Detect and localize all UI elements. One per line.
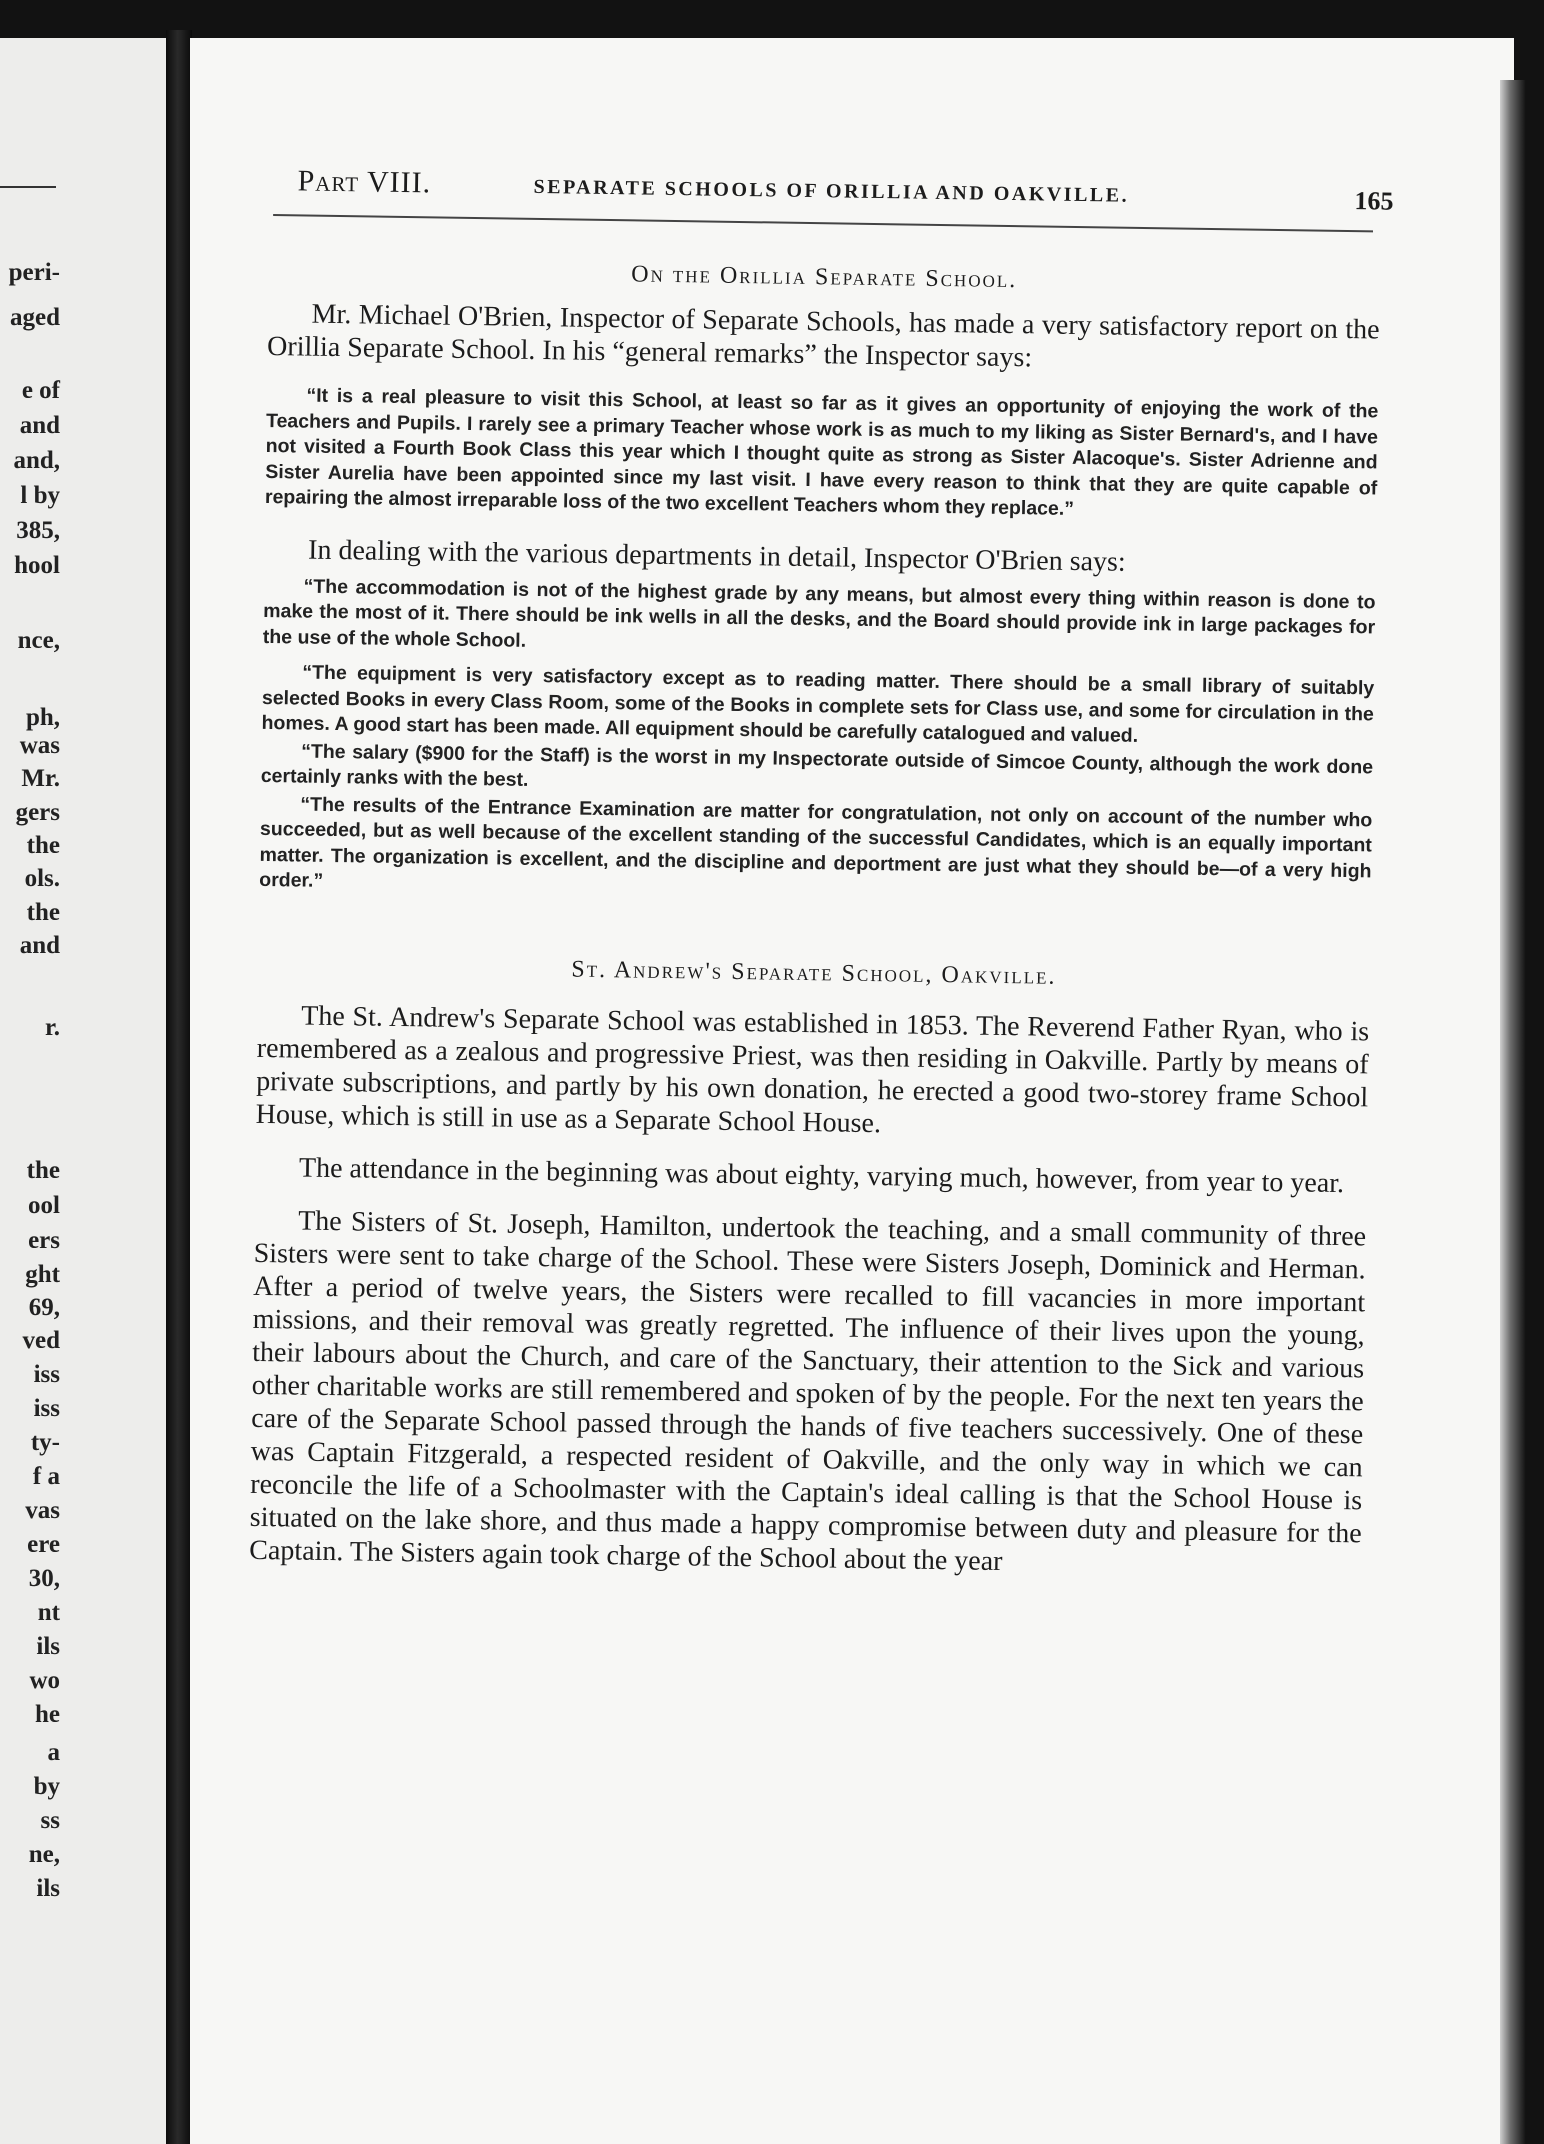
page-number: 165 bbox=[1354, 186, 1394, 216]
facing-page-fragment: r. bbox=[44, 1014, 60, 1041]
header-rule bbox=[273, 214, 1373, 232]
entrance-exam-quote: “The results of the Entrance Examination are matter for congratulation, not only on account of the number who succeeded, but as well because of the excellent standing of the successful Candidates, which is an equally important matter. The organization is excellent, and the discipline and deportment are just what they should be—of a very high order.” bbox=[259, 793, 1373, 892]
facing-page-fragment: ils bbox=[36, 1875, 60, 1902]
header-part: Part VIII. bbox=[297, 164, 432, 200]
accommodation-quote: “The accommodation is not of the highest grade by any means, but almost every thing within reason is done to make the most of it. There should be ink wells in all the desks, and the Board should provide ink in large packages for the use of the whole School. bbox=[262, 575, 1376, 652]
section-heading-orillia: On the Orillia Separate School. bbox=[631, 261, 1018, 294]
facing-page-fragment: l by bbox=[20, 482, 60, 509]
facing-page-fragment: aged bbox=[10, 304, 60, 331]
facing-page-fragment: 385, bbox=[16, 517, 60, 544]
facing-page-fragment: ght bbox=[25, 1261, 60, 1288]
facing-page-fragment: was bbox=[19, 732, 60, 759]
facing-page-fragment: ty- bbox=[30, 1429, 60, 1456]
facing-page-fragment: ph, bbox=[25, 704, 60, 731]
facing-page-fragment: he bbox=[35, 1701, 60, 1728]
facing-page-fragment: peri- bbox=[8, 259, 60, 286]
facing-page-fragment: 69, bbox=[28, 1294, 60, 1321]
facing-page-fragment: iss bbox=[33, 1361, 60, 1388]
facing-page-fragment: nt bbox=[37, 1599, 60, 1626]
facing-page-fragment: ool bbox=[28, 1192, 60, 1219]
book-gutter bbox=[166, 30, 192, 2144]
sisters-paragraph: The Sisters of St. Joseph, Hamilton, undertook the teaching, and a small community of three Sisters were sent to take charge of the School. These were Sisters Joseph, Dominick and Herman. After a period of twelve years, the Sisters were recalled to fill vacancies in more important missions, and their removal was greatly regretted. The influence of their lives upon the young, their labours about the Church, and care of the Sanctuary, their attention to the Sick and various other charitable works are still remembered and spoken of by the people. For the next ten years the care of the Separate School passed through the hands of five teachers successively. One of these was Captain Fitzgerald, a respected resident of Oakville, and the only way in which we can reconcile the life of a Schoolmaster with the Captain's ideal calling is that the School House is situated on the lake shore, and thus made a happy compromise between duty and pleasure for the Captain. The Sisters again took charge of the School about the year bbox=[249, 1205, 1367, 1577]
facing-page-fragment: ne, bbox=[28, 1841, 60, 1868]
attendance-paragraph: The attendance in the beginning was about eighty, varying much, however, from year to year. bbox=[298, 1152, 1345, 1199]
salary-quote: “The salary ($900 for the Staff) is the worst in my Inspectorate outside of Simcoe County, although the work done certainly ranks with the best. bbox=[260, 740, 1374, 791]
facing-page-fragment: 30, bbox=[28, 1565, 60, 1592]
facing-page-fragment: gers bbox=[15, 799, 60, 826]
facing-page-fragment: vas bbox=[25, 1497, 60, 1524]
facing-page-fragment: nce, bbox=[17, 627, 60, 654]
facing-page-fragment: hool bbox=[14, 552, 60, 579]
facing-page-rule bbox=[0, 186, 56, 188]
equipment-quote: “The equipment is very satisfactory except as to reading matter. There should be a small library of suitably selected Books in every Class Room, some of the Books in complete sets for Class use, and some for circulation in the homes. A good start has been made. All equipment should be carefully catalogued and valued. bbox=[261, 661, 1375, 747]
facing-page-fragment: ved bbox=[22, 1327, 60, 1354]
facing-page-fragment: ss bbox=[40, 1807, 60, 1834]
facing-page-fragment: the bbox=[26, 832, 60, 859]
establishment-paragraph: The St. Andrew's Separate School was established in 1853. The Reverend Father Ryan, who is remembered as a zealous and progressive Priest, was then residing in Oakville. Partly by means of private subscriptions, and partly by his own donation, he erected a good two-storey frame School House, which is still in use as a Separate School House. bbox=[255, 1000, 1370, 1139]
intro-paragraph: Mr. Michael O'Brien, Inspector of Separate Schools, has made a very satisfactory report on the Orillia Separate School. In his “general remarks” the Inspector says: bbox=[266, 298, 1380, 374]
facing-page-fragment: and bbox=[19, 412, 60, 439]
facing-page-fragment: ere bbox=[27, 1531, 60, 1558]
facing-page-fragment: the bbox=[26, 899, 60, 926]
facing-page-fragment: ers bbox=[28, 1227, 60, 1254]
facing-page-fragment: by bbox=[33, 1773, 60, 1800]
details-intro-paragraph: In dealing with the various departments in detail, Inspector O'Brien says: bbox=[307, 534, 1126, 578]
section-heading-oakville: St. Andrew's Separate School, Oakville. bbox=[571, 956, 1057, 990]
facing-page bbox=[0, 38, 168, 2144]
page-content bbox=[249, 156, 1394, 1603]
running-header bbox=[269, 156, 1394, 232]
facing-page-fragment: ils bbox=[36, 1633, 60, 1660]
facing-page-fragment: wo bbox=[29, 1667, 60, 1694]
header-title: SEPARATE SCHOOLS OF ORILLIA AND OAKVILLE. bbox=[533, 175, 1130, 207]
facing-page-fragment: and, bbox=[13, 447, 60, 474]
facing-page-fragment: a bbox=[47, 1739, 60, 1766]
page-edge bbox=[1500, 80, 1526, 2144]
facing-page-fragment: Mr. bbox=[21, 765, 60, 792]
page bbox=[190, 38, 1514, 2144]
facing-page-fragment: ols. bbox=[24, 865, 60, 892]
facing-page-fragment: the bbox=[26, 1157, 60, 1184]
facing-page-fragment: iss bbox=[33, 1395, 60, 1422]
facing-page-fragment: and bbox=[19, 932, 60, 959]
general-remarks-quote: “It is a real pleasure to visit this School, at least so far as it gives an opportunity of enjoying the work of the Teachers and Pupils. I rarely see a primary Teacher whose work is as much to my liking as Sister Bernard's, and I have not visited a Fourth Book Class this year which I thought quite as strong as Sister Alacoque's. Sister Adrienne and Sister Aurelia have been appointed since my last visit. I have every reason to think that they are quite capable of repairing the almost irreparable loss of the two excellent Teachers whom they replace.” bbox=[264, 384, 1379, 520]
facing-page-fragment: f a bbox=[32, 1463, 60, 1490]
facing-page-fragment: e of bbox=[21, 377, 60, 404]
